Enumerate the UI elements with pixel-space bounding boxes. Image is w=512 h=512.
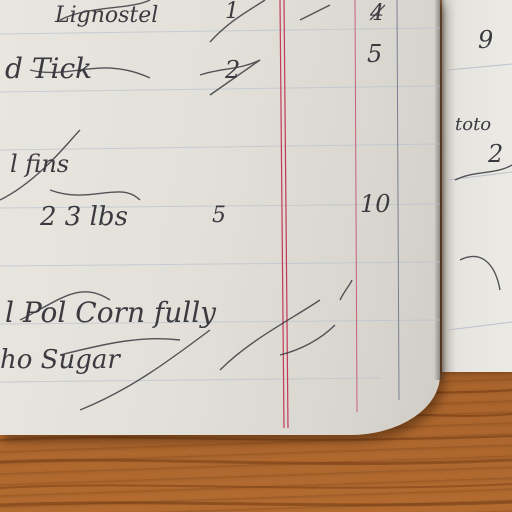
entry-5-text: l Pol Corn fully	[5, 296, 216, 329]
entry-1-total: 4	[370, 1, 384, 26]
entry-4-amount: 5	[212, 203, 226, 228]
right-ruled-lines	[448, 64, 512, 330]
entry-1-text: Lignostel	[55, 3, 159, 28]
column-rule-2	[397, 0, 399, 400]
column-rule-1	[355, 0, 357, 412]
right-entry-1: 9	[478, 26, 494, 54]
entry-1-amount: 1	[225, 0, 239, 24]
right-entry-3: 2	[488, 140, 504, 168]
red-margin-rule-2	[284, 0, 288, 428]
entry-3-text: l fins	[10, 150, 70, 178]
entry-4-text: 2 3 lbs	[40, 202, 128, 232]
entry-4-total: 10	[360, 190, 391, 218]
red-margin-rule-1	[280, 0, 284, 428]
entry-2-total: 5	[367, 40, 383, 68]
entry-2-text: d Tick	[5, 52, 93, 85]
entry-6-text: ho Sugar	[0, 345, 120, 375]
entry-2-amount: 2	[225, 56, 241, 84]
right-entry-2: toto	[455, 114, 492, 135]
